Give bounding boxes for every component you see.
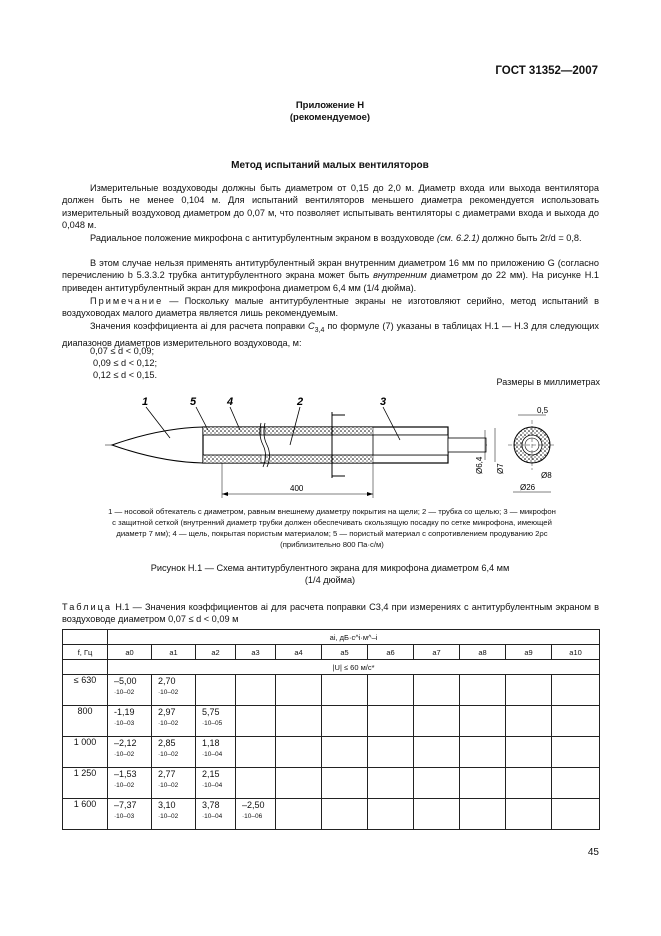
paragraph-2: Радиальное положение микрофона с антитурбулентным экраном в воздуховоде (см. 6.2.1) должно быть 2r/d = 0,8.: [90, 233, 582, 243]
paragraph-1: Измерительные воздуховоды должны быть диаметром от 0,15 до 2,0 м. Диаметр входа или выхода вентилятора должен быть не менее 0,104 м. Для испытаний вентиляторов меньшего диаметра рекомендуется использовать измерительный воздуховод диаметром до 0,07 м, что позволяет испытывать вентиляторы с диаметрами входа и выхода до 0,048 м.: [62, 183, 599, 231]
col-a8: a8: [460, 645, 506, 660]
annex-subtitle: (рекомендуемое): [289, 112, 371, 123]
table-row: 800 -1,19 $^{\cdot 10-03}$ 2,97 $^{\cdot 10-02}$ 5,75 $^{\cdot 10-05}$: [63, 706, 600, 737]
microphone-cable: [448, 438, 486, 452]
col-a7: a7: [414, 645, 460, 660]
unit-header: ai, дБ·с^i·м^–i: [108, 630, 600, 645]
porous-bottom-2: [265, 455, 373, 463]
col-a3: a3: [236, 645, 276, 660]
range-1: 0,07 ≤ d < 0,09;: [90, 346, 155, 356]
anti-turbulence-screen-diagram: [100, 390, 580, 505]
note: Примечание — Поскольку малые антитурбулентные экраны не изготовляют серийно, метод испытаний в воздуховодах малого диаметра является лишь рекомендуемым.: [62, 296, 599, 319]
paragraph-3: В этом случае нельзя применять антитурбулентный экран внутренним диаметром 16 мм по приложению G (согласно перечислению b 5.3.3.2 трубка антитурбулентного экрана может быть внутренним диаметром до 22 мм). На рисунке Н.1 приведен антитурбулентный экран для микрофона диаметром 6,4 мм (1/4 дюйма).: [62, 258, 599, 293]
nose-cone: [112, 427, 203, 463]
porous-bottom-1: [203, 455, 261, 463]
gap-0-5-label: 0,5: [537, 406, 549, 415]
standard-code: ГОСТ 31352—2007: [495, 65, 598, 77]
speed-header: |U| ≤ 60 м/с*: [108, 660, 600, 675]
porous-top-1: [203, 427, 261, 435]
table-row: 1 000 –2,12 $^{\cdot 10-02}$ 2,85 $^{\cdot 10-02}$ 1,18 $^{\cdot 10-04}$: [63, 737, 600, 768]
page-number: 45: [587, 847, 599, 858]
diameter-6-4-label: Ø6,4: [475, 456, 484, 474]
figure-caption: Рисунок Н.1 — Схема антитурбулентного экрана для микрофона диаметром 6,4 мм: [150, 563, 510, 573]
annex-title: Приложение Н: [295, 100, 365, 111]
label-5: 5: [190, 396, 197, 408]
table-row: 1 250 –1,53 $^{\cdot 10-02}$ 2,77 $^{\cdot 10-02}$ 2,15 $^{\cdot 10-04}$: [63, 768, 600, 799]
figure-caption-2: (1/4 дюйма): [304, 575, 356, 585]
section-title: Метод испытаний малых вентиляторов: [231, 160, 429, 171]
col-a10: a10: [552, 645, 600, 660]
units-note: Размеры в миллиметрах: [496, 377, 600, 387]
microphone: [373, 435, 448, 455]
coefficients-table: [62, 629, 600, 830]
porous-top-2: [265, 427, 373, 435]
range-3: 0,12 ≤ d < 0,15.: [93, 370, 158, 380]
col-a6: a6: [368, 645, 414, 660]
col-f: f, Гц: [63, 645, 108, 660]
label-3: 3: [380, 396, 387, 408]
paragraph-4: Значения коэффициента ai для расчета поправки $C_{3,4}$ по формуле (7) указаны в таблицах Н.1 — Н.3 для следующих диапазонов диаметров измерительного воздуховода, м:: [62, 321, 599, 349]
diameter-26-label: Ø26: [520, 483, 536, 492]
col-a9: a9: [506, 645, 552, 660]
diameter-7-label: Ø7: [496, 463, 505, 474]
col-a0: a0: [108, 645, 152, 660]
table-title: Таблица Н.1 — Значения коэффициентов ai для расчета поправки C3,4 при измерениях с антитурбулентным экраном в воздуховоде диаметром 0,07 ≤ d < 0,09 м: [62, 602, 599, 625]
table-row: ≤ 630 –5,00 $^{\cdot 10-02}$ 2,70 $^{\cdot 10-02}$: [63, 675, 600, 706]
col-a5: a5: [322, 645, 368, 660]
label-2: 2: [297, 396, 304, 408]
table-row: 1 600 –7,37 $^{\cdot 10-03}$ 3,10 $^{\cdot 10-02}$ 3,78 $^{\cdot 10-04}$ –2,50 $^{\cdot 10-06}$: [63, 799, 600, 830]
col-a2: a2: [196, 645, 236, 660]
length-400-label: 400: [290, 484, 304, 493]
col-a4: a4: [276, 645, 322, 660]
col-a1: a1: [152, 645, 196, 660]
diameter-8-label: Ø8: [541, 471, 552, 480]
label-1: 1: [142, 396, 149, 408]
range-2: 0,09 ≤ d < 0,12;: [93, 358, 158, 368]
label-4: 4: [227, 396, 234, 408]
figure-legend: 1 — носовой обтекатель с диаметром, равным внешнему диаметру покрытия на щели; 2 — трубка со щелью; 3 — микрофон с защитной сеткой (внутренний диаметр трубки должен обеспечивать скользящую посадку по сетке микрофона, имеющей диаметр 7 мм); 4 — щель, покрытая пористым материалом; 5 — пористый материал с сопротивлением продуванию 2ρc (приблизительно 800 Па·с/м): [108, 507, 556, 549]
